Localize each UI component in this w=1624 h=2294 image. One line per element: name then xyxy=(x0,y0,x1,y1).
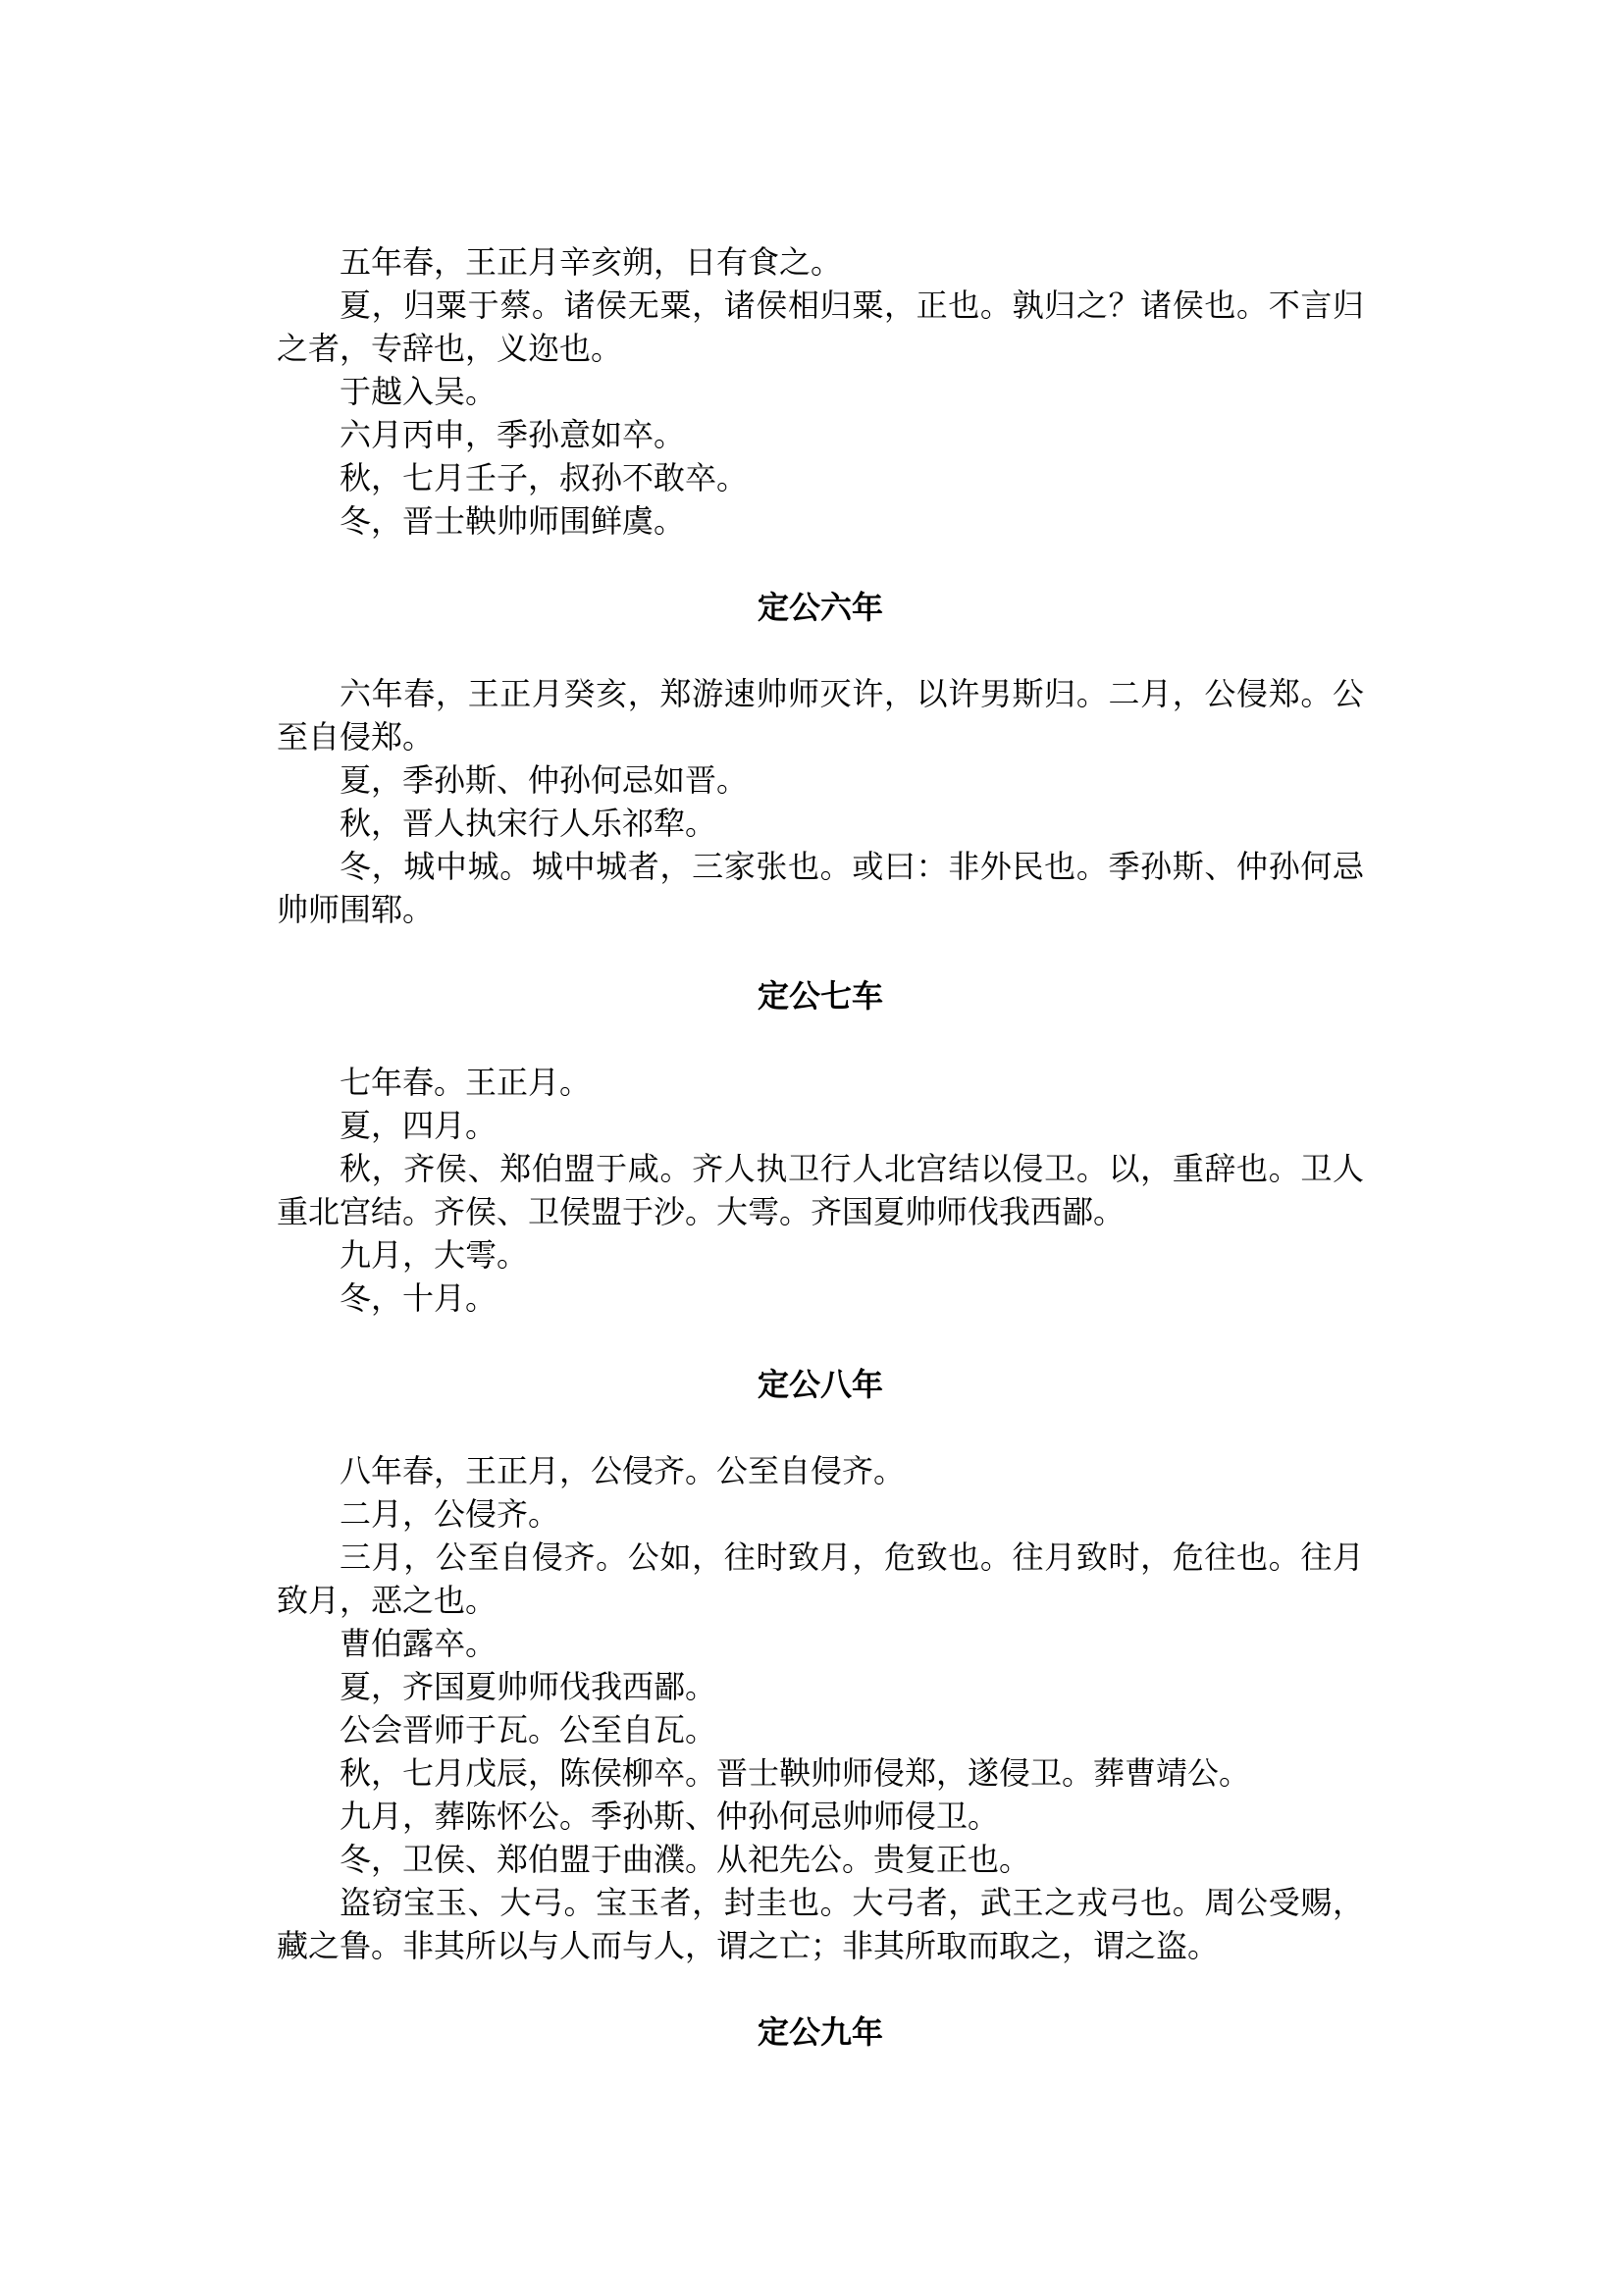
section-heading: 定公八年 xyxy=(757,1366,883,1403)
paragraph: 冬，城中城。城中城者，三家张也。或曰：非外民也。季孙斯、仲孙何忌帅师围郓。 xyxy=(277,848,1364,928)
paragraph: 冬，卫侯、郑伯盟于曲濮。从祀先公。贵复正也。 xyxy=(340,1841,1031,1878)
paragraph: 曹伯露卒。 xyxy=(340,1625,498,1662)
paragraph: 秋，七月戊辰，陈侯柳卒。晋士鞅帅师侵郑，遂侵卫。葬曹靖公。 xyxy=(340,1754,1251,1792)
section-year-7 xyxy=(277,974,1364,1320)
section-year-8 xyxy=(277,1363,1364,1967)
paragraph: 夏，齐国夏帅师伐我西鄙。 xyxy=(340,1668,717,1705)
paragraph: 秋，齐侯、郑伯盟于咸。齐人执卫行人北宫结以侵卫。以，重辞也。卫人重北宫结。齐侯、卫侯盟于沙。大雩。齐国夏帅师伐我西鄙。 xyxy=(277,1150,1364,1230)
paragraph: 于越入吴。 xyxy=(340,373,498,410)
document-page xyxy=(277,240,1364,2097)
paragraph: 夏，归粟于蔡。诸侯无粟，诸侯相归粟，正也。孰归之？诸侯也。不言归之者，专辞也，义迩也。 xyxy=(277,287,1364,367)
paragraph: 盗窃宝玉、大弓。宝玉者，封圭也。大弓者，武王之戎弓也。周公受赐，藏之鲁。非其所以与人而与人，谓之亡；非其所取而取之，谓之盗。 xyxy=(277,1884,1364,1964)
paragraph: 九月，葬陈怀公。季孙斯、仲孙何忌帅师侵卫。 xyxy=(340,1798,1000,1835)
paragraph: 秋，晋人执宋行人乐祁犂。 xyxy=(340,805,717,842)
paragraph: 冬，十月。 xyxy=(340,1279,498,1317)
paragraph: 二月，公侵齐。 xyxy=(340,1495,560,1533)
section-year-5 xyxy=(277,240,1364,543)
paragraph: 公会晋师于瓦。公至自瓦。 xyxy=(340,1711,717,1748)
paragraph: 夏，季孙斯、仲孙何忌如晋。 xyxy=(340,761,749,799)
section-year-9 xyxy=(277,2010,1364,2054)
paragraph: 冬，晋士鞅帅师围鲜虞。 xyxy=(340,502,686,540)
section-heading: 定公六年 xyxy=(757,589,883,626)
paragraph: 七年春。王正月。 xyxy=(340,1064,592,1101)
paragraph: 秋，七月壬子，叔孙不敢卒。 xyxy=(340,459,749,496)
paragraph: 五年春，王正月辛亥朔，日有食之。 xyxy=(340,243,843,281)
paragraph: 三月，公至自侵齐。公如，往时致月，危致也。往月致时，危往也。往月致月，恶之也。 xyxy=(277,1538,1364,1619)
paragraph: 六年春，王正月癸亥，郑游速帅师灭许，以许男斯归。二月，公侵郑。公至自侵郑。 xyxy=(277,675,1364,756)
paragraph: 夏，四月。 xyxy=(340,1107,498,1144)
section-year-6 xyxy=(277,586,1364,931)
paragraph: 九月，大雩。 xyxy=(340,1236,529,1274)
section-heading: 定公七车 xyxy=(757,977,883,1015)
paragraph: 八年春，王正月，公侵齐。公至自侵齐。 xyxy=(340,1452,906,1489)
paragraph: 六月丙申，季孙意如卒。 xyxy=(340,416,686,453)
section-heading: 定公九年 xyxy=(757,2013,883,2051)
